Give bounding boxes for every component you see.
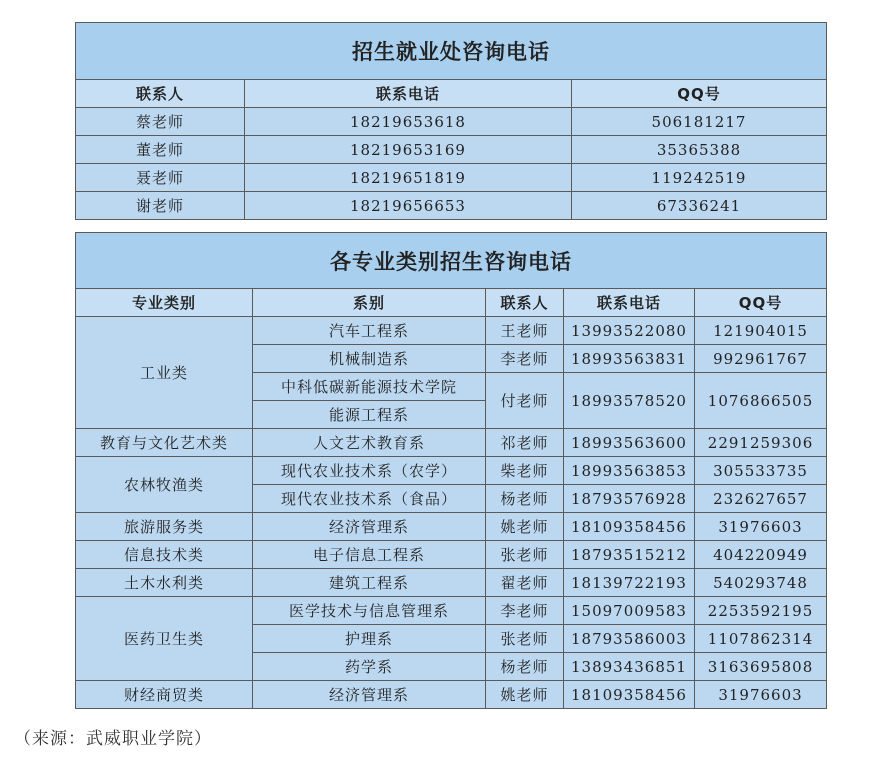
qq-cell: 992961767 [695,345,827,373]
qq-cell: 540293748 [695,569,827,597]
phone-cell: 18219653618 [245,108,572,136]
table-row [76,164,827,192]
contact-cell: 李老师 [486,597,564,625]
department-cell: 现代农业技术系（食品） [253,485,486,513]
department-cell: 现代农业技术系（农学） [253,457,486,485]
phone-cell: 18219653169 [245,136,572,164]
category-cell: 工业类 [76,317,253,429]
department-cell: 机械制造系 [253,345,486,373]
contact-cell: 李老师 [486,345,564,373]
department-cell: 中科低碳新能源技术学院 [253,373,486,401]
contact-cell: 王老师 [486,317,564,345]
contact-cell: 张老师 [486,625,564,653]
phone-cell: 18793586003 [564,625,695,653]
qq-cell: 35365388 [572,136,827,164]
category-cell: 财经商贸类 [76,681,253,709]
phone-cell: 15097009583 [564,597,695,625]
contact-cell: 董老师 [76,136,245,164]
contact-cell: 祁老师 [486,429,564,457]
qq-cell: 506181217 [572,108,827,136]
phone-cell: 18139722193 [564,569,695,597]
table-title: 各专业类别招生咨询电话 [76,233,827,289]
table-row [76,569,827,597]
header-phone: 联系电话 [564,289,695,317]
contact-cell: 谢老师 [76,192,245,220]
department-cell: 经济管理系 [253,513,486,541]
category-cell: 教育与文化艺术类 [76,429,253,457]
qq-cell: 232627657 [695,485,827,513]
admissions-office-table [75,22,827,220]
qq-cell: 31976603 [695,513,827,541]
qq-cell: 2291259306 [695,429,827,457]
header-qq: QQ号 [572,80,827,108]
table-row [76,317,827,345]
qq-cell: 1107862314 [695,625,827,653]
department-cell: 护理系 [253,625,486,653]
phone-cell: 18993563853 [564,457,695,485]
category-cell: 医药卫生类 [76,597,253,681]
phone-cell: 18219656653 [245,192,572,220]
contact-cell: 聂老师 [76,164,245,192]
qq-cell: 121904015 [695,317,827,345]
department-cell: 汽车工程系 [253,317,486,345]
header-contact: 联系人 [76,80,245,108]
department-cell: 医学技术与信息管理系 [253,597,486,625]
department-cell: 建筑工程系 [253,569,486,597]
phone-cell: 18993578520 [564,373,695,429]
department-cell: 人文艺术教育系 [253,429,486,457]
table-row [76,513,827,541]
majors-table [75,232,827,709]
contact-cell: 杨老师 [486,485,564,513]
category-cell: 土木水利类 [76,569,253,597]
qq-cell: 1076866505 [695,373,827,429]
table-row [76,192,827,220]
contact-cell: 付老师 [486,373,564,429]
contact-cell: 姚老师 [486,513,564,541]
contact-cell: 柴老师 [486,457,564,485]
department-cell: 电子信息工程系 [253,541,486,569]
table-row [76,541,827,569]
phone-cell: 18109358456 [564,681,695,709]
phone-cell: 13893436851 [564,653,695,681]
header-department: 系别 [253,289,486,317]
phone-cell: 18993563600 [564,429,695,457]
phone-cell: 18793576928 [564,485,695,513]
table-row [76,429,827,457]
qq-cell: 67336241 [572,192,827,220]
source-caption: （来源：武威职业学院） [14,729,212,749]
category-cell: 信息技术类 [76,541,253,569]
department-cell: 药学系 [253,653,486,681]
phone-cell: 18793515212 [564,541,695,569]
contact-cell: 蔡老师 [76,108,245,136]
qq-cell: 31976603 [695,681,827,709]
header-category: 专业类别 [76,289,253,317]
contact-cell: 张老师 [486,541,564,569]
phone-cell: 18993563831 [564,345,695,373]
qq-cell: 3163695808 [695,653,827,681]
category-cell: 旅游服务类 [76,513,253,541]
table-row [76,457,827,485]
contact-cell: 杨老师 [486,653,564,681]
table-row [76,681,827,709]
category-cell: 农林牧渔类 [76,457,253,513]
phone-cell: 18109358456 [564,513,695,541]
table-row [76,108,827,136]
table-row [76,597,827,625]
contact-cell: 翟老师 [486,569,564,597]
header-phone: 联系电话 [245,80,572,108]
table-title: 招生就业处咨询电话 [76,23,827,80]
header-contact: 联系人 [486,289,564,317]
department-cell: 经济管理系 [253,681,486,709]
phone-cell: 13993522080 [564,317,695,345]
qq-cell: 305533735 [695,457,827,485]
qq-cell: 119242519 [572,164,827,192]
phone-cell: 18219651819 [245,164,572,192]
department-cell: 能源工程系 [253,401,486,429]
contact-cell: 姚老师 [486,681,564,709]
table-row [76,136,827,164]
qq-cell: 404220949 [695,541,827,569]
qq-cell: 2253592195 [695,597,827,625]
header-qq: QQ号 [695,289,827,317]
